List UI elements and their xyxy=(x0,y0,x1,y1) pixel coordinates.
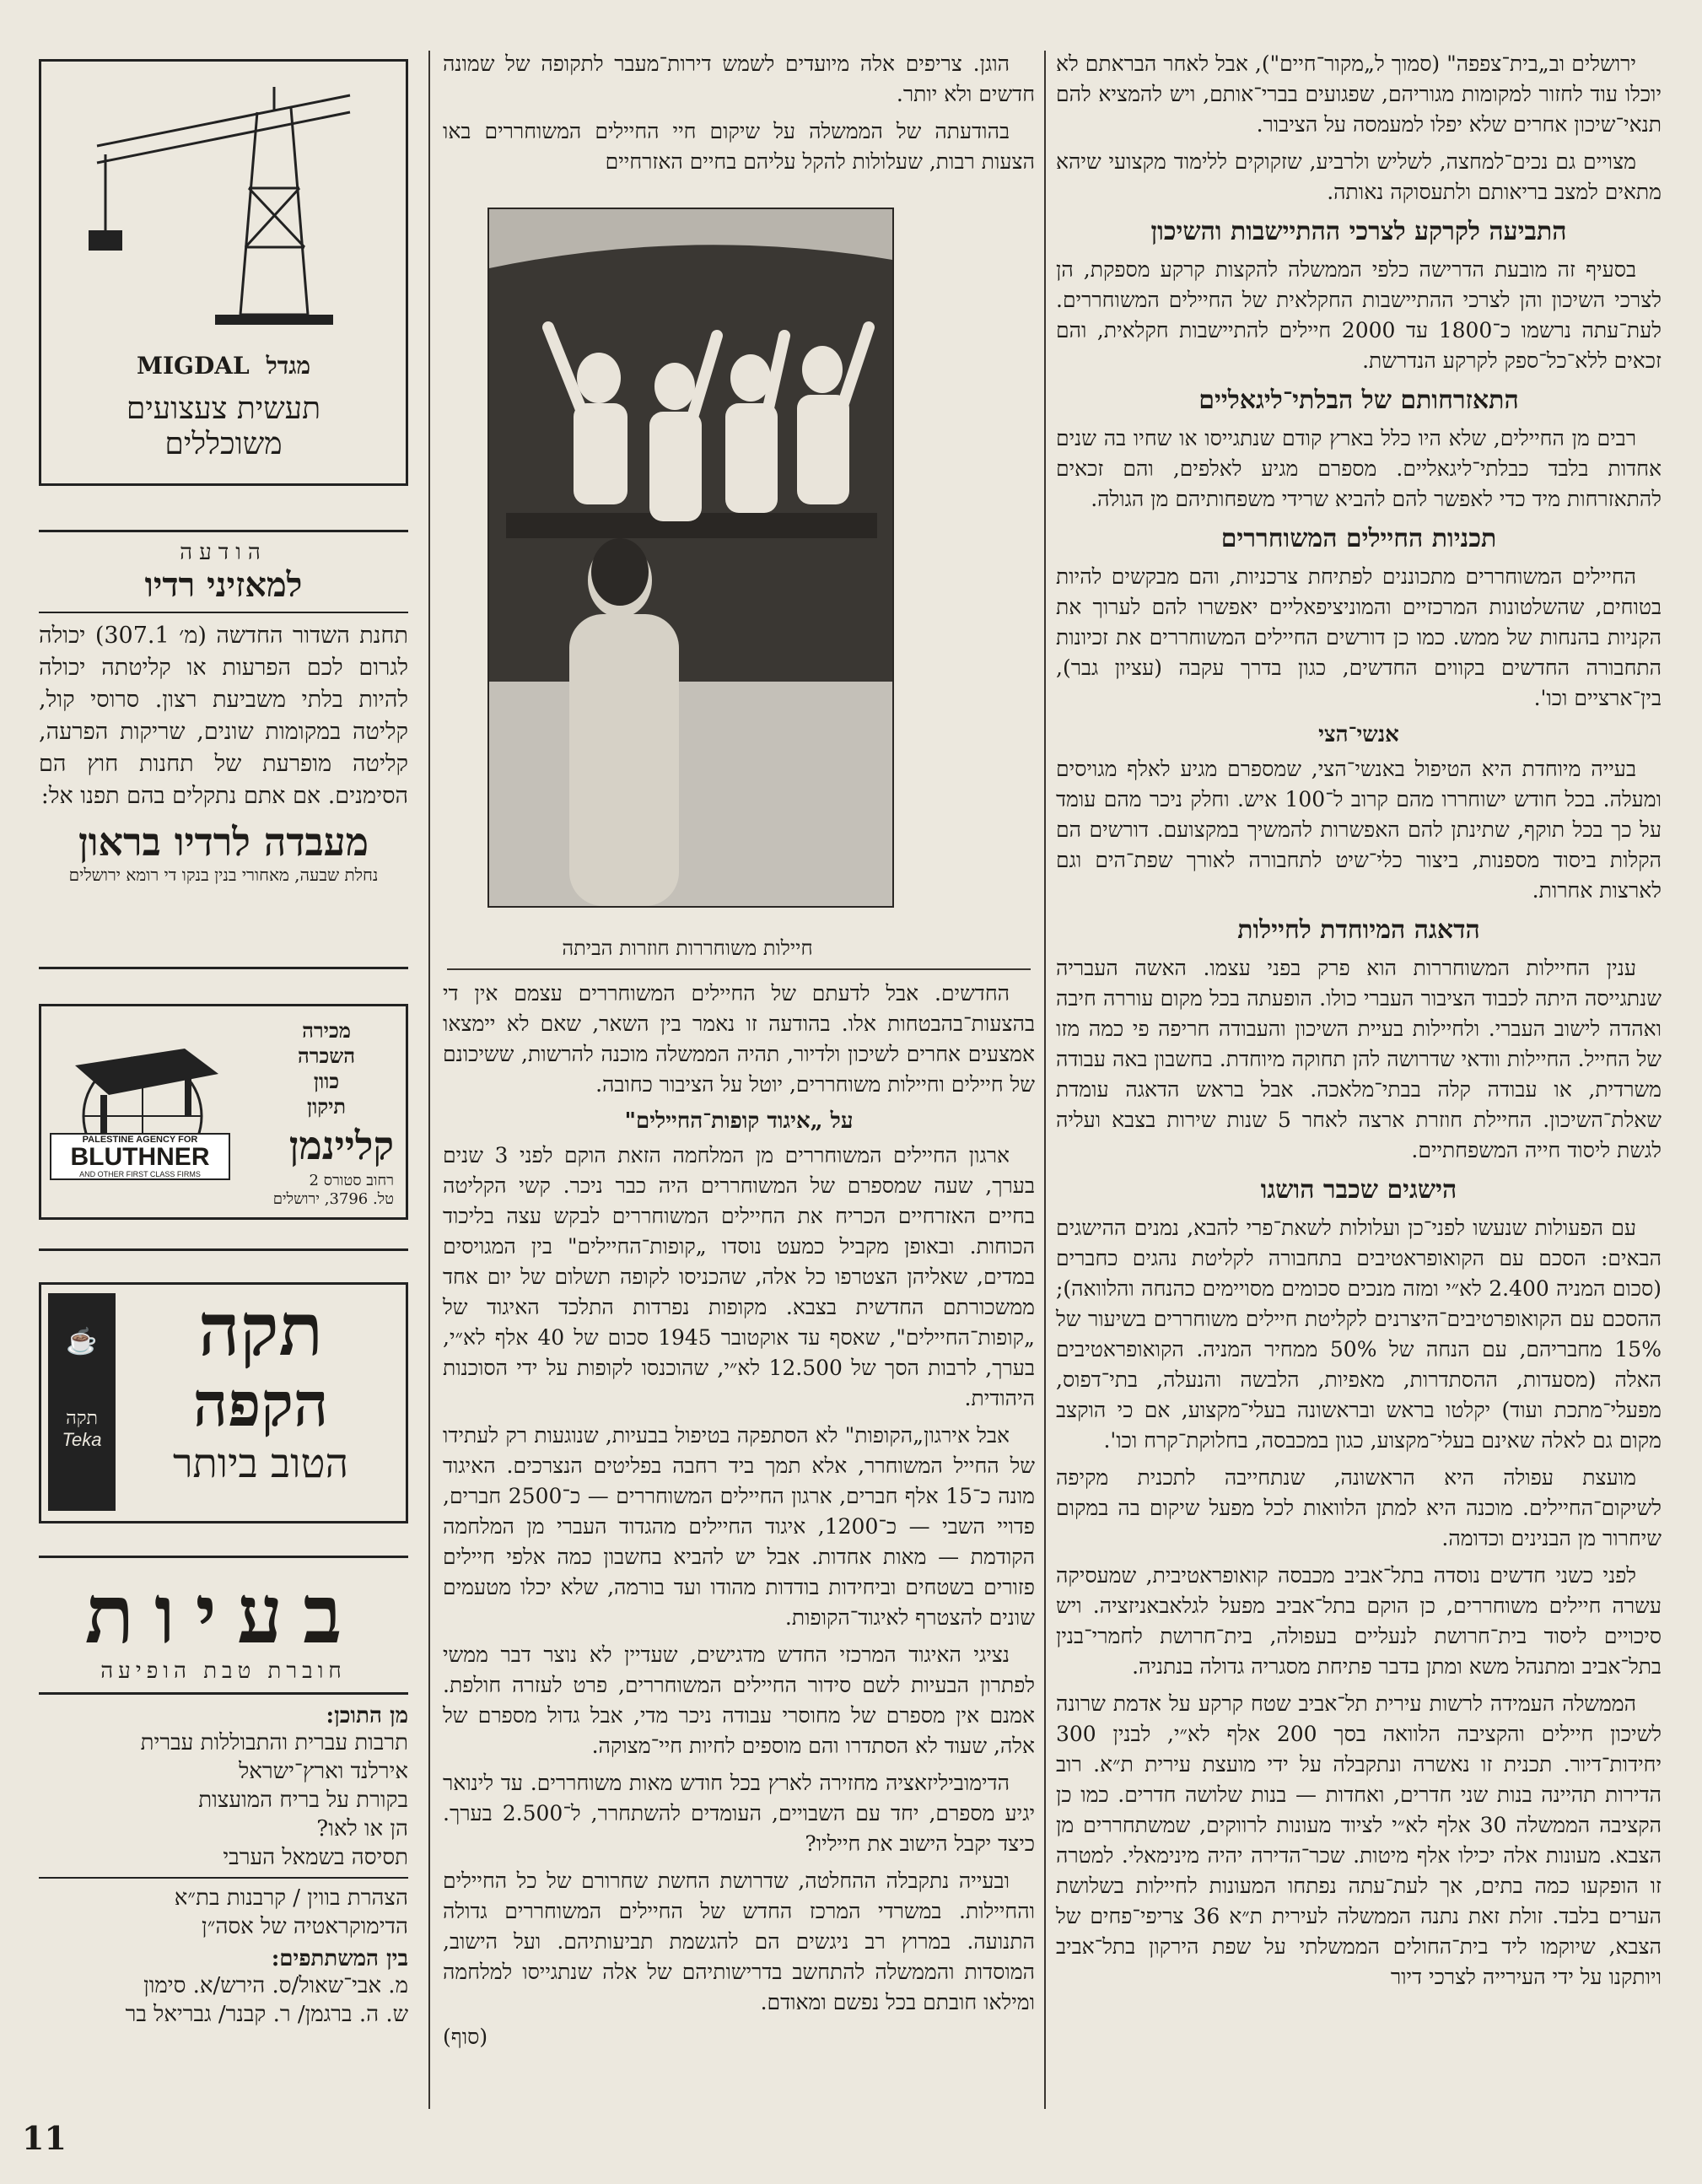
paragraph: ארגון החיילים המשוחררים מן המלחמה הזאת הוקם לפני 3 שנים בערך, שעה שמספרם של המשוחררים היה כבר ניכר. קשי הקליטה בחיים האזרחיים הכריח את החיילים המשוחררים לבקש עצה בליכוד הכוחות. ובאופן מקביל כמעט נוסדו „קופות־החיילים" בין המגויסים במדים, שאליהן הצטרפו כל אלה, שהכניסו לקופה תשלום של יום אחד ממשכורתם החדשית בצבא. מקופות נפרדות התלכד האיגוד של „קופות־החיילים", שאסף עד אוקטובר 1945 סכום של 40 אלף לא״י, בערך, לרבות הסך של 12.500 לא״י, שהוכנסו לקופות על ידי הסוכנות היהודית. xyxy=(443,1143,1036,1410)
divider xyxy=(39,1556,408,1558)
brand-en: BLUTHNER xyxy=(70,1143,210,1171)
article-column-right xyxy=(1056,49,1662,1999)
column-rule xyxy=(1044,51,1046,2109)
ad-shop-name: מעבדה לרדיו בראון xyxy=(78,819,369,865)
paragraph: נציגי האיגוד המרכזי החדש מדגישים, שעדיין לא נוצר דבר ממשי לפתרון הבעיות לשם סידור החיילים המשוחררים, פרט לעזרה חולפת. אמנם אין מספרם של מחוסרי עבודה ניכר מדי, אבל גדול מספרם של אלה, שעוד לא הסתדרו והם מוספים לחיות חיי־מצוקה. xyxy=(443,1642,1035,1758)
participants-line: מ. אבי־שאול/ס. הירש/א. סימון xyxy=(143,1973,408,1998)
column-rule xyxy=(428,51,430,2109)
section-heading: התאזרחותם של הבלתי־ליגאליים xyxy=(1198,386,1519,415)
ad-magazine xyxy=(39,1567,408,2029)
ad-line: הטוב ביותר xyxy=(172,1440,349,1487)
ad-line: כוון xyxy=(313,1069,340,1093)
paragraph: בהודעתה של הממשלה על שיקום חיי החיילים המשוחררים באו הצעות רבות, שעלולות להקל עליהם בחיים האזרחיים xyxy=(443,119,1035,174)
contents-item: הן או לאו? xyxy=(316,1816,408,1842)
ad-radio xyxy=(39,540,408,886)
photo-women-soldiers-truck xyxy=(487,208,894,908)
divider xyxy=(447,968,1031,970)
paragraph: הוגן. צריפים אלה מיועדים לשמש דירות־מעבר לתקופה של שמונה חדשים ולא יותר. xyxy=(443,51,1035,106)
ad-line: תעשית צעצועים xyxy=(126,391,321,426)
brand-sub: AND OTHER FIRST CLASS FIRMS xyxy=(79,1170,201,1178)
section-heading: אנשי־הצי xyxy=(1318,722,1399,747)
contents-item: אירלנד וארץ־ישראל xyxy=(239,1759,408,1784)
magazine-subtitle: חוברת טבת הופיעה xyxy=(100,1658,347,1684)
divider xyxy=(39,967,408,969)
paragraph: רבים מן החיילים, שלא היו כלל בארץ קודם שנתגייסו או שחיו בה שנים אחדות בלבד כבלתי־ליגאליים. מספרם מגיע לאלפים, והם זכאים להתאזרחות מיד כדי לאפשר להם להביא שרידי משפחותיהם מן הגולה. xyxy=(1056,426,1662,511)
logo-en: Teka xyxy=(62,1429,102,1450)
ad-line: מכירה xyxy=(302,1018,351,1043)
ad-line: הקפה xyxy=(192,1368,329,1440)
paragraph: החדשים. אבל לדעתם של החיילים המשוחררים עצמם אין די בהצעות־בהבטחות אלו. בהודעה זו נאמר בין השאר, שאם לא יימצאו אמצעים אחרים לשיכון ולדיור, תהיה הממשלה מוכנה להרשות, ששיכונם של חיילים וחיילות משוחררים, יוטל על הציבור כחובה. xyxy=(443,981,1035,1097)
ad-migdal xyxy=(39,59,408,486)
teka-logo xyxy=(48,1293,116,1511)
paragraph: ירושלים וב„בית־צפפה" (סמוך ל„מקור־חיים"), אבל לאחר הבראתם לא יוכלו עוד לחזור למקומות מגוריהם, שפגועים בברי־אותם, ויש להמציא להם תנאי־שיכון אחרים שלא יפלו למעמסה על הציבור. xyxy=(1056,51,1662,137)
divider xyxy=(39,1877,408,1879)
paragraph: בעייה מיוחדת היא הטיפול באנשי־הצי, שמספרם מגיע לאלף מגויסים ומעלה. בכל חודש ישוחררו מהם קרוב ל־100 איש. וחלק ניכר מהם עומד על כך בכל תוקף, שתינתן להם האפשרות להמשיך במקצועם. דורשים הם הקלות ביסוד מספנות, ביצור כלי־שיט לתחבורה לאורך שפת־הים וגם לארצות אחרות. xyxy=(1056,757,1662,903)
ad-title: למאזיני רדיו xyxy=(144,565,303,605)
ad-address: נחלת שבעה, מאחורי בנין בנקו די רומא ירושלים xyxy=(68,865,379,885)
divider xyxy=(39,1692,408,1695)
logo-he: תקה xyxy=(66,1408,98,1429)
magazine-title: בעיות xyxy=(84,1567,363,1662)
cup-icon: ☕ xyxy=(66,1327,98,1356)
section-heading: על „איגוד קופות־החיילים" xyxy=(624,1108,854,1134)
page-number: 11 xyxy=(22,2119,67,2157)
ad-shop-name: קליינמן xyxy=(288,1123,394,1168)
crane-illustration xyxy=(46,62,401,348)
ad-kicker: הודעה xyxy=(180,540,267,565)
ad-teka-coffee xyxy=(39,1282,408,1523)
ad-line: תיקון xyxy=(306,1094,347,1119)
ad-body: תחנת השדור החדשה (מ׳ 307.1) יכולה לגרום לכם הפרעות או קליטתה יכולה להיות בלתי משביעת רצון. סרוסי קול, קליטה במקומות שונים, שריקות הפרעה, קליטה מופרעת של תחנות חוץ הם הסימנים. אם אתם נתקלים בהם תפנו אל: xyxy=(39,623,408,809)
ad-piano xyxy=(39,1004,408,1220)
paragraph: מצויים גם נכים־למחצה, לשליש ולרביע, שזקוקים ללימוד מקצועי שיהא מתאים למצב בריאותם ולתעסוקה נאותה. xyxy=(1056,149,1662,204)
contents-item: תסיסה בשמאל הערבי xyxy=(223,1845,408,1870)
contents-item: הדימוקראטיה של אסה״ן xyxy=(201,1914,408,1939)
contents-item: הצהרת בווין / קרבנות בת״א xyxy=(174,1885,408,1911)
ad-line: השכרה xyxy=(297,1043,356,1068)
participants-label: בין המשתתפים: xyxy=(271,1946,408,1971)
article-column-middle-lower xyxy=(443,979,1035,2050)
ad-address: טל. 3796, ירושלים xyxy=(272,1190,394,1208)
paragraph: ענין החיילות המשוחררות הוא פרק בפני עצמו. האשה העבריה שנתגייסה היתה לכבוד הציבור העברי כולו. הופעתה בכל מקום עוררה חיבה ואהדה לישוב העברי. ולחיילות בעיית השיכון והעבודה חריפה פי כמה מזו של החייל. החיילות וודאי שדרושה להן תחוקה מיוחדת. בחשבון באה עבודה משרדית, או עבודה קלה בבתי־מלאכה. אבל בראש הדאגה עומדת שאלת־השיכון. החיילת חוזרת ארצה לאחר 5 שנות שירות בצבא ועליה לגשת ליסוד חייה המשפחתיים. xyxy=(1056,956,1662,1162)
paragraph: לפני כשני חדשים נוסדה בתל־אביב מכבסה קואופראטיבית, שמעסיקה עשרה חיילים משוחררים, כן הוקם בתל־אביב מפעל לגלאבאניזציה. ויש סיכויים ליסוד בית־חרושת לנעליים בעפולה, בית־חרושת לחמרי־בנין בתל־אביב ומתנהל משא ומתן בדבר פתיחת מסגריה גדולה בנתניה. xyxy=(1056,1563,1662,1679)
brand-en: MIGDAL xyxy=(136,352,250,380)
paragraph: הדימוביליזאציה מחזירה לארץ בכל חודש מאות משוחררים. עד לינואר יגיע מספרם, יחד עם השבויים, העומדים להשתחרר, ל־2.500 בערך. כיצד יקבל הישוב את חייליו? xyxy=(443,1771,1036,1856)
ad-line: תקה xyxy=(198,1287,323,1372)
participants-line: ש. ה. ברגמן/ ר. קבנר/ גבריאל בר xyxy=(125,2002,408,2027)
divider xyxy=(39,530,408,532)
contents-item: בקורת על בריח המועצות xyxy=(198,1788,408,1813)
paragraph: מועצת עפולה היא הראשונה, שנתחייבה לתכנית מקיפה לשיקום־החיילים. מוכנה היא למתן הלוואות לכל מפעל שיקום בה במקום שיחרור מן הבנינים וכדומה. xyxy=(1056,1465,1662,1550)
agency-line: PALESTINE AGENCY FOR xyxy=(82,1135,198,1145)
brand-he: מגדל xyxy=(266,352,311,380)
ad-line: משוכללים xyxy=(164,427,283,461)
paragraph: ובעייה נתקבלה ההחלטה, שדרושת החשת שחרורם של כל החיילים והחיילות. במשרדי המרכז החדש של החיילים המשוחררים גדולה התנועה. במרוץ רב ניגשים הם להגשמת תביעותיהם. ועל הישוב, המוסדות והממשלה להתחשב בדרישותיהם של אלה שנתגייסו למלחמה ומילאו חובתם בכל נפשם ומאודם. xyxy=(443,1869,1035,2014)
section-heading: התביעה לקרקע לצרכי ההתיישבות והשיכון xyxy=(1150,217,1567,246)
paragraph: בסעיף זה מובעת הדרישה כלפי הממשלה להקצות קרקע מספקת, הן לצרכי השיכון והן לצרכי ההתיישבות החקלאית של החיילים המשוחררים. לעת־עתה נרשמו כ־1800 עד 2000 חיילים להתיישבות חקלאית, והם זכאים ללא־כל־ספק לקרקע הנדרשת. xyxy=(1056,257,1662,373)
divider xyxy=(39,1248,408,1251)
ad-address: רחוב סטורס 2 xyxy=(309,1172,394,1189)
paragraph: הממשלה העמידה לרשות עירית תל־אביב שטח קרקע על אדמת שרונה לשיכון חיילים והקציבה הלוואה בסך 200 אלף לא״י, לבנין 300 יחידות־דיור. תכנית זו נאשרה ונתקבלה על ידי מועצת עירית ת״א. רוב הדירות תהיינה בנות שני חדרים, ואחדות — בנות שלושה חדרים. כמו כן הקציבה הממשלה 30 אלף לא״י לציוד מעונות לרווקים, שמשתחררים מן הצבא. מעונות אלה יכילו אלף מיטות. שכר־הדירה יהיה מינימאלי. למטרה זו הופקעו כמה בתים, אך לעת־עתה נפתחו המעונות לחיילות בשלושת הערים בלבד. זולת זאת נתנה הממשלה לעירית ת״א 36 צריפי־פחים של הצבא, שיוקמו ליד בית־החולים הממשלתי על שפת הירקון בתל־אביב ויותקנו על ידי העירייה לצרכי דיור xyxy=(1056,1691,1662,1989)
paragraph: החיילים המשוחררים מתכוננים לפתיחת צרכניות, והם מבקשים להיות בטוחים, שהשלטונות המרכזיים והמוניציפאליים יאפשרו להם לערוך את הקניות בהנחות של ממש. כמו כן דורשים החיילים המשוחררים את זכיונות התחבורה החדשים בקווים החדשים, כגון בדרך עקבה (עציון גבר), בין־ארציים וכו'. xyxy=(1056,564,1662,710)
paragraph: אבל אירגון„הקופות" לא הסתפקה בטיפול בבעיות, שנוגעות רק לעתידו של החייל המשוחרר, אלא תמך ביד רחבה בפליטים הנצרכים. האיגוד מונה כ־15 אלף חברים, ארגון החיילים המשוחררים — כ־2500 חברים, פדויי השבי — כ־1200, איגוד החיילים מהגדוד העברי מן המלחמה הקודמת — מאות אחדות. אבל יש להביא בחשבון כמה אלפי חיילים פזורים בשטחים וביחידות בודדות מהודו ועד בורמה, שלא יכלו מטעמים שונים להצטרף לאיגוד־הקופות. xyxy=(443,1423,1035,1630)
article-column-middle xyxy=(443,49,1035,184)
paragraph: עם הפעולות שנעשו לפני־כן ועלולות לשאת־פרי להבא, נמנים ההישגים הבאים: הסכם עם הקואופראטיבים בתחבורה לקליטת נהגים כחברים (סכום המניה 2.400 לא״י ומזה מנכים סכומים מסויימים כהנחה והלוואה); ההסכם עם הקואופרטיבים־היצרנים לקליטת חיילים משוחררים בשיעור של 15% מחבריהם, עם הנחה של 50% ממחיר המניה. הקואופראטיבים האלה (מסעדות, ההסתדרות, מאפיות, הלבשה והנעלה, בתי־דפוס, מפעלי־מתכת ועוד) יקלטו בראש ובראשונה בעלי־מקצוע, אם כי הוקצב מקום גם לאלה שאינם בעלי־מקצוע, כגון במכבסה, בחלוקת־קרח וכו'. xyxy=(1056,1216,1662,1453)
end-mark: (סוף) xyxy=(443,2025,488,2049)
section-heading: הישגים שכבר הושגו xyxy=(1260,1175,1457,1205)
photo-caption: חיילות משוחררות חוזרות הביתה xyxy=(562,936,813,960)
contents-item: תרבות עברית והתבוללות עברית xyxy=(140,1730,408,1755)
contents-label: מן התוכן: xyxy=(326,1703,408,1728)
section-heading: תכניות החיילים המשוחררים xyxy=(1220,524,1497,553)
section-heading: הדאגה המיוחדת לחיילות xyxy=(1237,915,1480,945)
divider xyxy=(39,612,408,613)
